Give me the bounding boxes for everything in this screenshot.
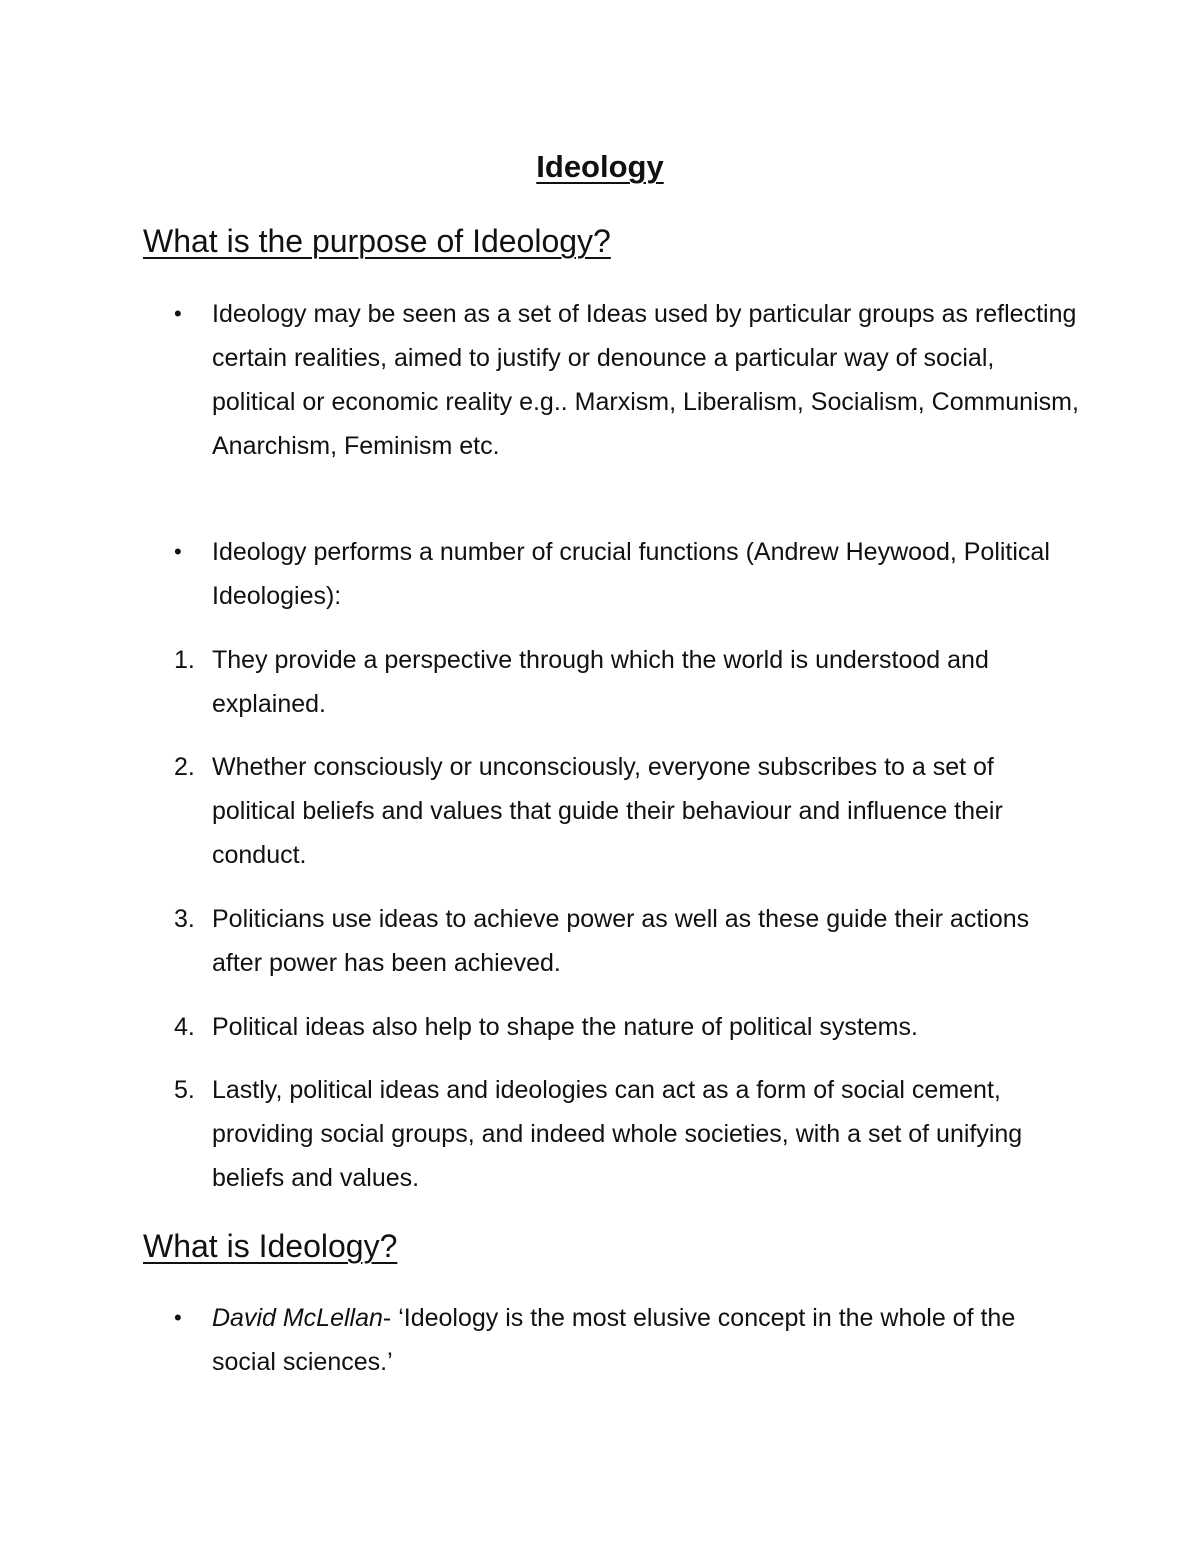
section-heading-what-is: What is Ideology? xyxy=(143,1228,398,1264)
list-number: 1. xyxy=(174,646,195,674)
bullet-marker: • xyxy=(174,301,182,326)
list-number: 4. xyxy=(174,1013,195,1041)
bullet-text: Ideology performs a number of crucial functions (Andrew Heywood, Political Ideologies): xyxy=(212,538,1050,610)
quote-text: - ‘Ideology is the most elusive concept in the whole of the social sciences.’ xyxy=(212,1304,1016,1376)
bullet-text: Ideology may be seen as a set of Ideas used by particular groups as reflecting certain realities, aimed to justify or denounce a particular way of social, political or economic reality e.g.. Marxism, Liberalism, Socialism, Communism, Anarchism, Feminism etc. xyxy=(212,300,1079,460)
bullet-item xyxy=(174,530,1082,618)
numbered-text: Politicians use ideas to achieve power as well as these guide their actions after power has been achieved. xyxy=(212,905,1030,977)
bullet-item xyxy=(174,292,1082,468)
numbered-item xyxy=(174,1005,1082,1049)
numbered-text: Political ideas also help to shape the nature of political systems. xyxy=(212,1013,918,1041)
numbered-item xyxy=(174,745,1082,877)
page-title: Ideology xyxy=(536,149,664,184)
numbered-text: They provide a perspective through which the world is understood and explained. xyxy=(212,646,989,718)
numbered-text: Lastly, political ideas and ideologies can act as a form of social cement, providing social groups, and indeed whole societies, with a set of unifying beliefs and values. xyxy=(212,1076,1023,1192)
bullet-marker: • xyxy=(174,1305,182,1330)
numbered-text: Whether consciously or unconsciously, everyone subscribes to a set of political beliefs and values that guide their behaviour and influence their conduct. xyxy=(212,753,1003,869)
list-number: 3. xyxy=(174,905,195,933)
bullet-item xyxy=(174,1296,1082,1384)
list-number: 5. xyxy=(174,1076,195,1104)
section-heading-purpose: What is the purpose of Ideology? xyxy=(143,223,611,259)
numbered-item xyxy=(174,897,1082,985)
numbered-item xyxy=(174,638,1082,726)
list-number: 2. xyxy=(174,753,195,781)
bullet-marker: • xyxy=(174,539,182,564)
quote-author: David McLellan xyxy=(212,1304,383,1332)
numbered-item xyxy=(174,1068,1082,1200)
